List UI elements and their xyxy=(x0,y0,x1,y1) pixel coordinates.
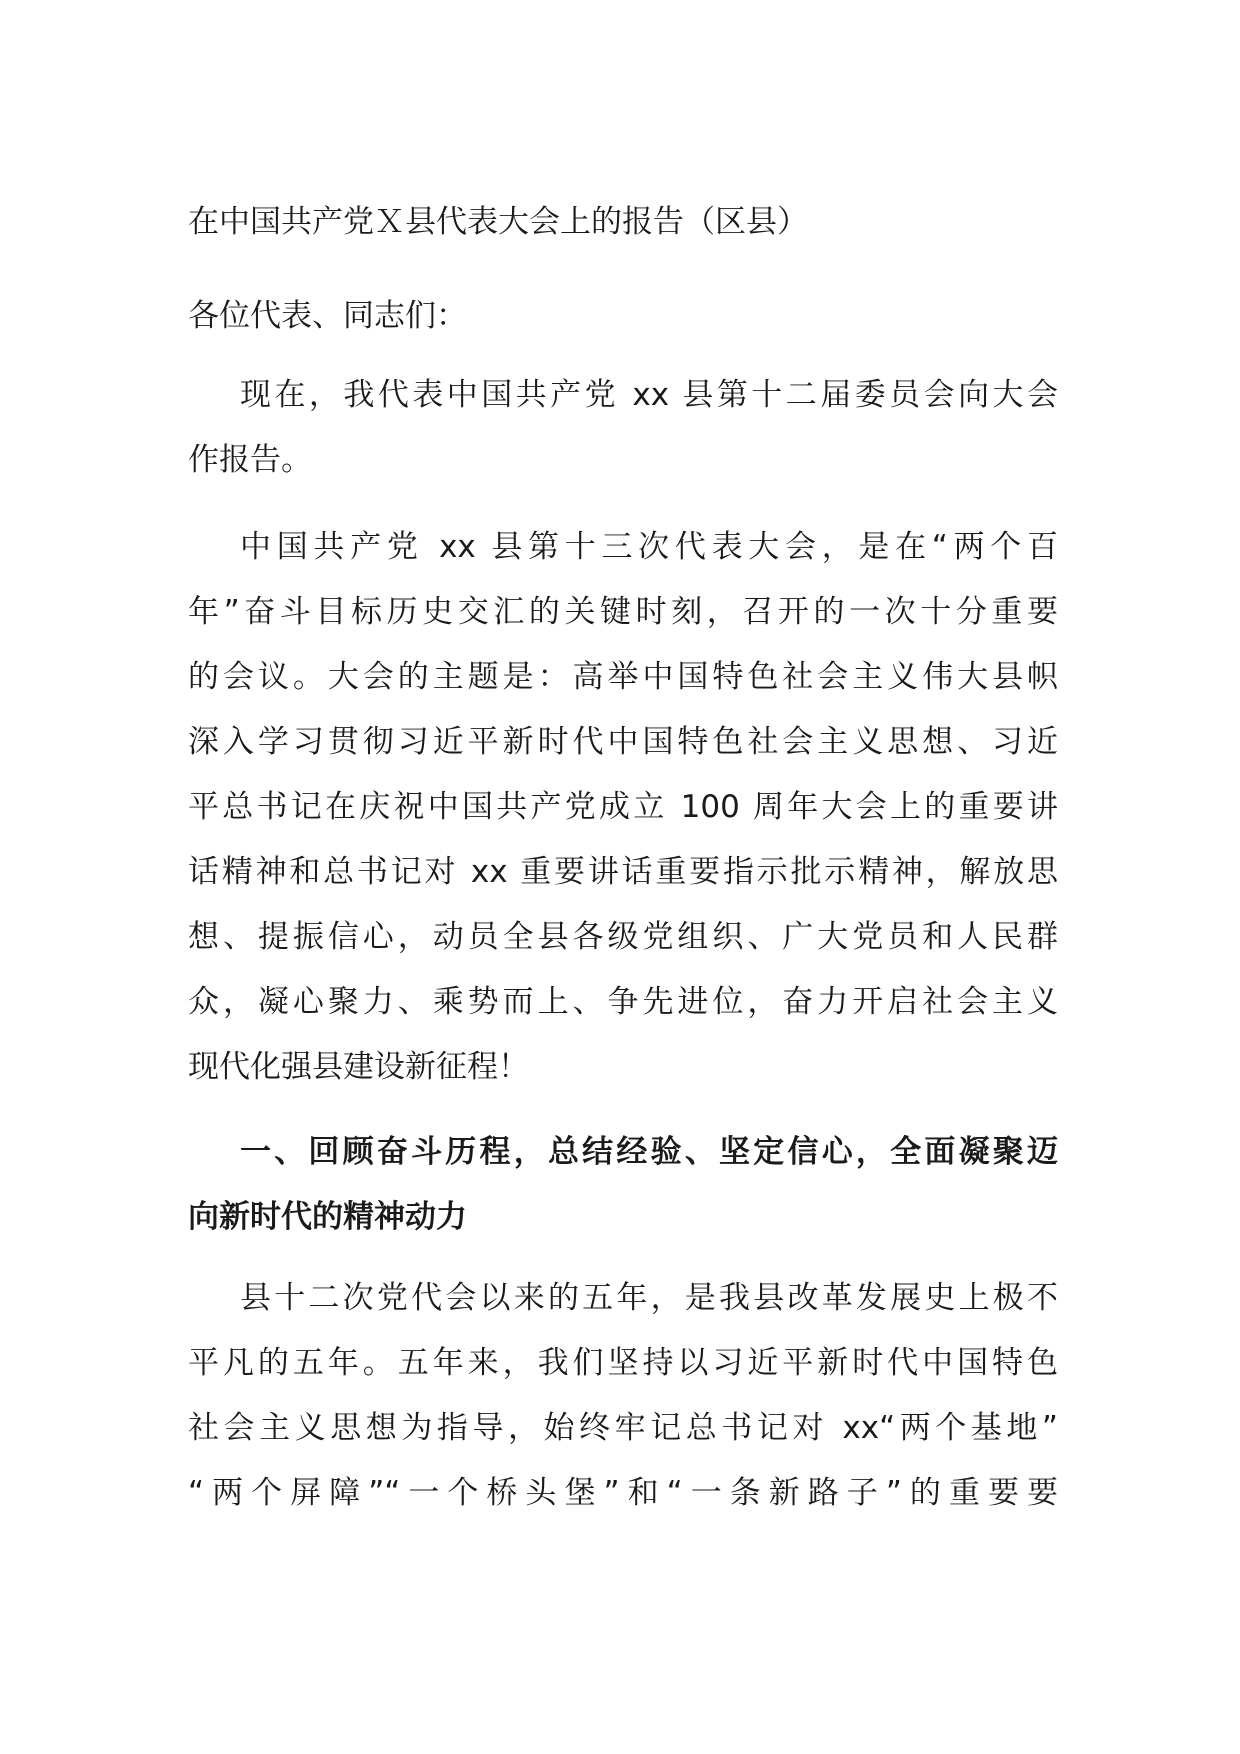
paragraph-line: 中国共产党 xx 县第十三次代表大会，是在“两个百 xyxy=(240,529,1058,565)
salutation: 各位代表、同志们： xyxy=(188,298,467,334)
paragraph-1 xyxy=(188,363,1058,493)
paragraph-line: “两个屏障”“一个桥头堡”和“一条新路子”的重要要 xyxy=(188,1475,1058,1511)
paragraph-line: 作报告。 xyxy=(188,442,312,478)
paragraph-2 xyxy=(188,515,1058,1100)
paragraph-line: 平凡的五年。五年来，我们坚持以习近平新时代中国特色 xyxy=(188,1345,1058,1381)
heading-line: 一、回顾奋斗历程，总结经验、坚定信心，全面凝聚迈 xyxy=(240,1134,1058,1170)
paragraph-line: 的会议。大会的主题是：高举中国特色社会主义伟大县帜 xyxy=(188,659,1058,695)
paragraph-line: 县十二次党代会以来的五年，是我县改革发展史上极不 xyxy=(240,1280,1058,1316)
paragraph-line: 社会主义思想为指导，始终牢记总书记对 xx“两个基地” xyxy=(188,1410,1058,1446)
document-title: 在中国共产党Ｘ县代表大会上的报告（区县） xyxy=(188,204,808,240)
paragraph-line: 现在，我代表中国共产党 xx 县第十二届委员会向大会 xyxy=(240,377,1058,413)
heading-line: 向新时代的精神动力 xyxy=(188,1199,467,1235)
paragraph-line: 深入学习贯彻习近平新时代中国特色社会主义思想、习近 xyxy=(188,724,1058,760)
paragraph-line: 平总书记在庆祝中国共产党成立 100 周年大会上的重要讲 xyxy=(188,789,1058,825)
paragraph-line: 想、提振信心，动员全县各级党组织、广大党员和人民群 xyxy=(188,919,1058,955)
paragraph-line: 话精神和总书记对 xx 重要讲话重要指示批示精神，解放思 xyxy=(188,854,1058,890)
paragraph-3 xyxy=(188,1266,1058,1526)
document-page xyxy=(188,193,1058,1546)
paragraph-line: 众，凝心聚力、乘势而上、争先进位，奋力开启社会主义 xyxy=(188,984,1058,1020)
paragraph-line: 现代化强县建设新征程！ xyxy=(188,1049,529,1085)
paragraph-line: 年”奋斗目标历史交汇的关键时刻，召开的一次十分重要 xyxy=(188,594,1058,630)
section-heading xyxy=(188,1120,1058,1250)
